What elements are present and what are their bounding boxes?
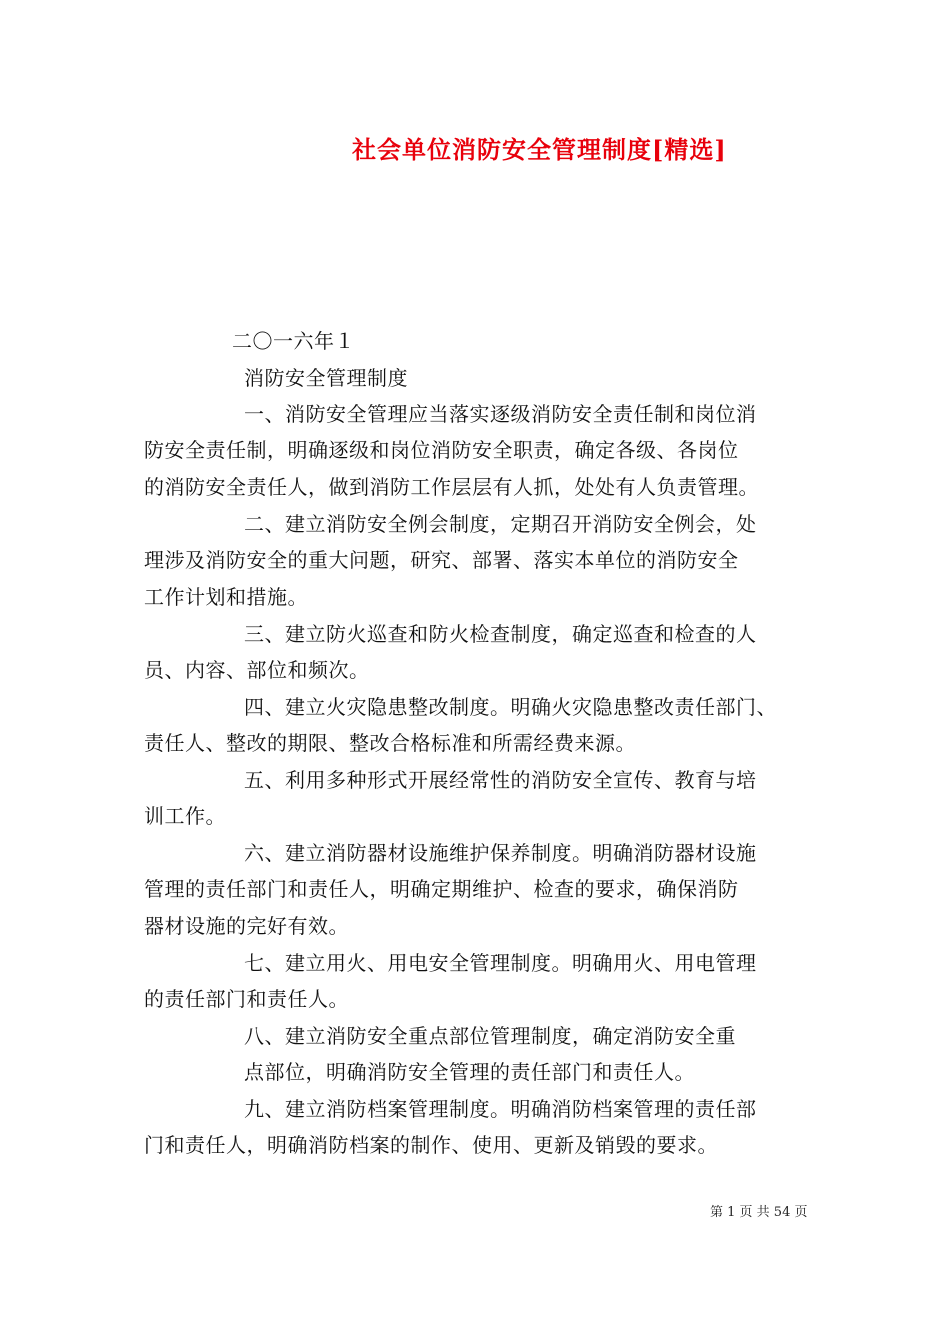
body-line: 二、建立消防安全例会制度，定期召开消防安全例会，处: [244, 512, 757, 536]
date-line: 二〇一六年１: [232, 329, 355, 353]
body-line: 的消防安全责任人，做到消防工作层层有人抓，处处有人负责管理。: [144, 475, 759, 499]
body-line: 理涉及消防安全的重大问题，研究、部署、落实本单位的消防安全: [144, 548, 739, 572]
body-line: 的责任部门和责任人。: [144, 987, 349, 1011]
body-line: 一、消防安全管理应当落实逐级消防安全责任制和岗位消: [244, 402, 757, 426]
document-title: 社会单位消防安全管理制度[精选]: [352, 135, 727, 164]
body-line: 员、内容、部位和频次。: [144, 658, 370, 682]
body-line: 防安全责任制，明确逐级和岗位消防安全职责，确定各级、各岗位: [144, 438, 739, 462]
section-heading: 消防安全管理制度: [244, 366, 408, 390]
body-line: 四、建立火灾隐患整改制度。明确火灾隐患整改责任部门、: [244, 695, 777, 719]
body-line: 七、建立用火、用电安全管理制度。明确用火、用电管理: [244, 951, 757, 975]
body-line: 管理的责任部门和责任人，明确定期维护、检查的要求，确保消防: [144, 877, 739, 901]
body-line: 门和责任人，明确消防档案的制作、使用、更新及销毁的要求。: [144, 1133, 718, 1157]
body-line: 工作计划和措施。: [144, 585, 308, 609]
body-line: 五、利用多种形式开展经常性的消防安全宣传、教育与培: [244, 768, 757, 792]
body-line: 器材设施的完好有效。: [144, 914, 349, 938]
body-line: 八、建立消防安全重点部位管理制度，确定消防安全重: [244, 1024, 736, 1048]
body-line: 责任人、整改的期限、整改合格标准和所需经费来源。: [144, 731, 636, 755]
body-line: 九、建立消防档案管理制度。明确消防档案管理的责任部: [244, 1097, 757, 1121]
body-line: 训工作。: [144, 804, 226, 828]
body-line: 三、建立防火巡查和防火检查制度，确定巡查和检查的人: [244, 622, 757, 646]
body-line: 六、建立消防器材设施维护保养制度。明确消防器材设施: [244, 841, 757, 865]
body-line: 点部位，明确消防安全管理的责任部门和责任人。: [244, 1060, 695, 1084]
page-number-footer: 第 1 页 共 54 页: [710, 1205, 808, 1220]
